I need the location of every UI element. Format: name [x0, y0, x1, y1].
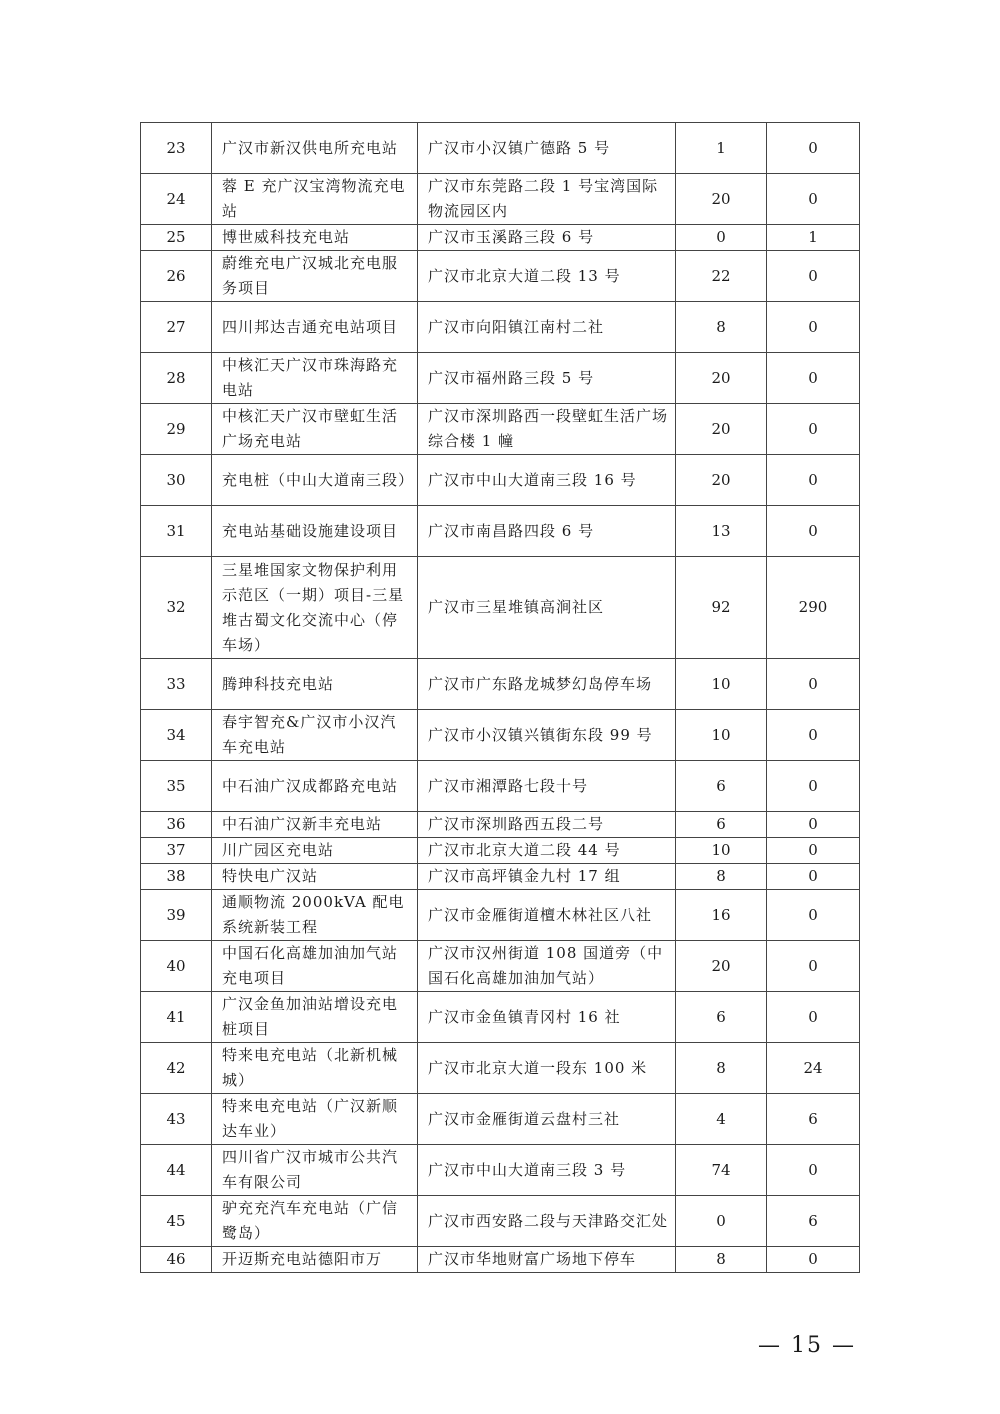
row-number: 44 — [141, 1145, 212, 1196]
station-name-cell: 蔚维充电广汉城北充电服务项目 — [212, 251, 418, 302]
address-cell: 广汉市福州路三段 5 号 — [418, 353, 676, 404]
address-cell: 广汉市北京大道一段东 100 米 — [418, 1043, 676, 1094]
value-a-cell: 6 — [676, 812, 767, 838]
row-number: 41 — [141, 992, 212, 1043]
station-name-cell: 腾珅科技充电站 — [212, 659, 418, 710]
value-a-cell: 20 — [676, 455, 767, 506]
row-number: 35 — [141, 761, 212, 812]
value-a-cell: 1 — [676, 123, 767, 174]
row-number: 43 — [141, 1094, 212, 1145]
address-cell: 广汉市北京大道二段 13 号 — [418, 251, 676, 302]
address-cell: 广汉市小汉镇广德路 5 号 — [418, 123, 676, 174]
table-body — [141, 123, 860, 1273]
station-name-cell: 特快电广汉站 — [212, 864, 418, 890]
row-number: 40 — [141, 941, 212, 992]
address-cell: 广汉市金鱼镇青冈村 16 社 — [418, 992, 676, 1043]
address-cell: 广汉市中山大道南三段 3 号 — [418, 1145, 676, 1196]
station-name-cell: 充电桩（中山大道南三段） — [212, 455, 418, 506]
value-a-cell: 16 — [676, 890, 767, 941]
value-a-cell: 74 — [676, 1145, 767, 1196]
station-name-cell: 中国石化高雄加油加气站充电项目 — [212, 941, 418, 992]
value-a-cell: 20 — [676, 353, 767, 404]
table-row — [141, 353, 860, 404]
value-b-cell: 6 — [767, 1094, 860, 1145]
charging-station-table — [140, 122, 860, 1273]
station-name-cell: 驴充充汽车充电站（广信鹭岛） — [212, 1196, 418, 1247]
table-row — [141, 404, 860, 455]
value-a-cell: 0 — [676, 1196, 767, 1247]
row-number: 25 — [141, 225, 212, 251]
station-name-cell: 中核汇天广汉市珠海路充电站 — [212, 353, 418, 404]
value-a-cell: 10 — [676, 659, 767, 710]
value-b-cell: 0 — [767, 251, 860, 302]
value-b-cell: 0 — [767, 864, 860, 890]
address-cell: 广汉市西安路二段与天津路交汇处 — [418, 1196, 676, 1247]
value-a-cell: 92 — [676, 557, 767, 659]
row-number: 38 — [141, 864, 212, 890]
address-cell: 广汉市南昌路四段 6 号 — [418, 506, 676, 557]
station-name-cell: 中核汇天广汉市壁虹生活广场充电站 — [212, 404, 418, 455]
value-a-cell: 8 — [676, 302, 767, 353]
station-name-cell: 蓉 E 充广汉宝湾物流充电站 — [212, 174, 418, 225]
row-number: 26 — [141, 251, 212, 302]
station-name-cell: 广汉金鱼加油站增设充电桩项目 — [212, 992, 418, 1043]
address-cell: 广汉市三星堆镇高涧社区 — [418, 557, 676, 659]
table-row — [141, 864, 860, 890]
station-name-cell: 四川省广汉市城市公共汽车有限公司 — [212, 1145, 418, 1196]
value-b-cell: 0 — [767, 404, 860, 455]
row-number: 46 — [141, 1247, 212, 1273]
station-name-cell: 特来电充电站（北新机械城） — [212, 1043, 418, 1094]
value-b-cell: 0 — [767, 506, 860, 557]
table-row — [141, 557, 860, 659]
value-b-cell: 0 — [767, 710, 860, 761]
row-number: 37 — [141, 838, 212, 864]
row-number: 29 — [141, 404, 212, 455]
address-cell: 广汉市广东路龙城梦幻岛停车场 — [418, 659, 676, 710]
value-b-cell: 6 — [767, 1196, 860, 1247]
row-number: 45 — [141, 1196, 212, 1247]
address-cell: 广汉市玉溪路三段 6 号 — [418, 225, 676, 251]
table-row — [141, 941, 860, 992]
value-b-cell: 0 — [767, 1145, 860, 1196]
value-b-cell: 0 — [767, 174, 860, 225]
table-row — [141, 455, 860, 506]
table-row — [141, 1247, 860, 1273]
value-b-cell: 290 — [767, 557, 860, 659]
station-name-cell: 春宇智充&广汉市小汉汽车充电站 — [212, 710, 418, 761]
value-b-cell: 0 — [767, 761, 860, 812]
table-row — [141, 1145, 860, 1196]
address-cell: 广汉市小汉镇兴镇街东段 99 号 — [418, 710, 676, 761]
value-b-cell: 0 — [767, 941, 860, 992]
row-number: 23 — [141, 123, 212, 174]
value-a-cell: 10 — [676, 710, 767, 761]
address-cell: 广汉市汉州街道 108 国道旁（中国石化高雄加油加气站） — [418, 941, 676, 992]
address-cell: 广汉市向阳镇江南村二社 — [418, 302, 676, 353]
value-a-cell: 8 — [676, 1043, 767, 1094]
station-name-cell: 中石油广汉成都路充电站 — [212, 761, 418, 812]
table-row — [141, 838, 860, 864]
row-number: 28 — [141, 353, 212, 404]
row-number: 42 — [141, 1043, 212, 1094]
table-row — [141, 1094, 860, 1145]
row-number: 30 — [141, 455, 212, 506]
station-name-cell: 充电站基础设施建设项目 — [212, 506, 418, 557]
value-a-cell: 20 — [676, 404, 767, 455]
address-cell: 广汉市深圳路西五段二号 — [418, 812, 676, 838]
row-number: 32 — [141, 557, 212, 659]
table-row — [141, 812, 860, 838]
value-a-cell: 6 — [676, 992, 767, 1043]
row-number: 24 — [141, 174, 212, 225]
value-b-cell: 0 — [767, 123, 860, 174]
station-name-cell: 中石油广汉新丰充电站 — [212, 812, 418, 838]
value-b-cell: 24 — [767, 1043, 860, 1094]
table-row — [141, 890, 860, 941]
value-a-cell: 20 — [676, 174, 767, 225]
address-cell: 广汉市湘潭路七段十号 — [418, 761, 676, 812]
table-row — [141, 123, 860, 174]
value-b-cell: 0 — [767, 812, 860, 838]
value-a-cell: 4 — [676, 1094, 767, 1145]
page-number: — 15 — — [758, 1333, 856, 1358]
table-row — [141, 302, 860, 353]
address-cell: 广汉市东莞路二段 1 号宝湾国际物流园区内 — [418, 174, 676, 225]
value-a-cell: 22 — [676, 251, 767, 302]
value-b-cell: 0 — [767, 838, 860, 864]
station-name-cell: 川广园区充电站 — [212, 838, 418, 864]
row-number: 39 — [141, 890, 212, 941]
table-row — [141, 761, 860, 812]
address-cell: 广汉市金雁街道檀木林社区八社 — [418, 890, 676, 941]
value-a-cell: 10 — [676, 838, 767, 864]
value-b-cell: 1 — [767, 225, 860, 251]
value-b-cell: 0 — [767, 455, 860, 506]
value-a-cell: 13 — [676, 506, 767, 557]
value-b-cell: 0 — [767, 890, 860, 941]
table-row — [141, 174, 860, 225]
value-a-cell: 0 — [676, 225, 767, 251]
table-row — [141, 251, 860, 302]
value-a-cell: 6 — [676, 761, 767, 812]
station-name-cell: 四川邦达吉通充电站项目 — [212, 302, 418, 353]
table-row — [141, 506, 860, 557]
station-name-cell: 三星堆国家文物保护利用示范区（一期）项目-三星堆古蜀文化交流中心（停车场） — [212, 557, 418, 659]
value-b-cell: 0 — [767, 992, 860, 1043]
table-row — [141, 992, 860, 1043]
value-a-cell: 20 — [676, 941, 767, 992]
value-b-cell: 0 — [767, 353, 860, 404]
address-cell: 广汉市金雁街道云盘村三社 — [418, 1094, 676, 1145]
station-name-cell: 通顺物流 2000kVA 配电系统新装工程 — [212, 890, 418, 941]
row-number: 27 — [141, 302, 212, 353]
row-number: 31 — [141, 506, 212, 557]
table-row — [141, 710, 860, 761]
address-cell: 广汉市中山大道南三段 16 号 — [418, 455, 676, 506]
table-row — [141, 1196, 860, 1247]
value-a-cell: 8 — [676, 1247, 767, 1273]
address-cell: 广汉市华地财富广场地下停车 — [418, 1247, 676, 1273]
row-number: 34 — [141, 710, 212, 761]
address-cell: 广汉市高坪镇金九村 17 组 — [418, 864, 676, 890]
table-row — [141, 659, 860, 710]
station-name-cell: 博世威科技充电站 — [212, 225, 418, 251]
station-name-cell: 特来电充电站（广汉新顺达车业） — [212, 1094, 418, 1145]
station-name-cell: 广汉市新汉供电所充电站 — [212, 123, 418, 174]
table-row — [141, 1043, 860, 1094]
value-a-cell: 8 — [676, 864, 767, 890]
table-row — [141, 225, 860, 251]
value-b-cell: 0 — [767, 302, 860, 353]
address-cell: 广汉市北京大道二段 44 号 — [418, 838, 676, 864]
station-name-cell: 开迈斯充电站德阳市万 — [212, 1247, 418, 1273]
address-cell: 广汉市深圳路西一段壁虹生活广场综合楼 1 幢 — [418, 404, 676, 455]
row-number: 36 — [141, 812, 212, 838]
value-b-cell: 0 — [767, 1247, 860, 1273]
row-number: 33 — [141, 659, 212, 710]
value-b-cell: 0 — [767, 659, 860, 710]
